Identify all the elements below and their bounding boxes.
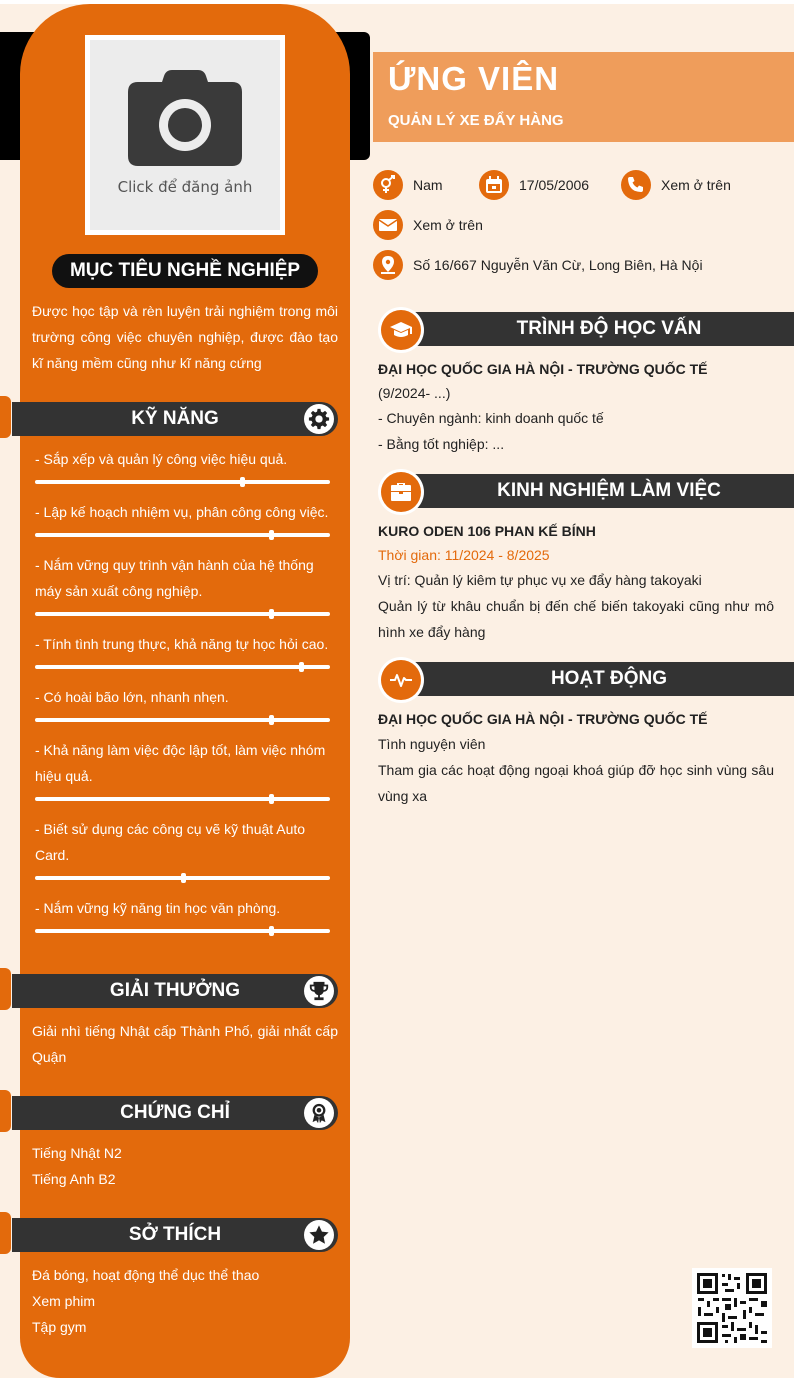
graduation-cap-badge xyxy=(381,310,421,350)
objective-title: MỤC TIÊU NGHỀ NGHIỆP xyxy=(52,254,318,288)
certificate-item: Tiếng Anh B2 xyxy=(32,1171,116,1187)
hobby-item: Tập gym xyxy=(32,1319,87,1335)
gender-value: Nam xyxy=(413,177,443,193)
name-banner xyxy=(373,52,794,142)
awards-header xyxy=(12,974,338,1008)
education-degree: - Bằng tốt nghiệp: ... xyxy=(378,436,505,452)
skill-level-knob xyxy=(269,926,274,936)
education-title: TRÌNH ĐỘ HỌC VẤN xyxy=(516,318,702,339)
qr-code-icon xyxy=(692,1268,772,1348)
skill-level-knob xyxy=(269,794,274,804)
skill-label: - Tính tình trung thực, khả năng tự học hỏi cao. xyxy=(35,636,329,652)
header-tab xyxy=(0,1090,11,1132)
header-tab xyxy=(0,1212,11,1254)
camera-icon xyxy=(128,68,242,168)
pulse-icon xyxy=(378,657,424,703)
activities-title: HOẠT ĐỘNG xyxy=(550,668,668,689)
education-header xyxy=(378,310,794,348)
skill-label: - Khả năng làm việc độc lập tốt, làm việc nhóm hiệu quả. xyxy=(35,742,326,784)
job-title: QUẢN LÝ XE ĐẨY HÀNG xyxy=(388,112,564,129)
skill-level-knob xyxy=(299,662,304,672)
experience-description: Quản lý từ khâu chuẩn bị đến chế biến takoyaki cũng như mô hình xe đẩy hàng xyxy=(378,598,774,640)
briefcase-icon xyxy=(378,469,424,515)
photo-caption: Click để đăng ảnh xyxy=(117,178,253,196)
experience-header xyxy=(378,472,794,510)
header-tab xyxy=(0,968,11,1010)
skill-bar xyxy=(35,480,330,484)
email-value: Xem ở trên xyxy=(413,217,483,233)
gender-icon xyxy=(373,170,403,200)
skill-label: - Biết sử dụng các công cụ vẽ kỹ thuật Auto Card. xyxy=(35,821,306,863)
experience-position: Vị trí: Quản lý kiêm tự phục vụ xe đẩy hàng takoyaki xyxy=(378,572,702,588)
birthday-value: 17/05/2006 xyxy=(519,177,590,193)
location-icon xyxy=(373,250,403,280)
education-major: - Chuyên ngành: kinh doanh quốc tế xyxy=(378,410,604,426)
skills-header xyxy=(12,402,338,436)
candidate-name: ỨNG VIÊN xyxy=(388,60,560,97)
graduation-cap-icon xyxy=(378,307,424,353)
skill-bar xyxy=(35,929,330,933)
mail-icon xyxy=(373,210,403,240)
skill-level-knob xyxy=(269,609,274,619)
activities-organization: ĐẠI HỌC QUỐC GIA HÀ NỘI - TRƯỜNG QUỐC TẾ xyxy=(378,711,708,727)
briefcase-badge xyxy=(381,472,421,512)
awards-text: Giải nhì tiếng Nhật cấp Thành Phố, giải nhất cấp Quận xyxy=(32,1023,338,1065)
skill-bar xyxy=(35,876,330,880)
skill-bar xyxy=(35,612,330,616)
phone-icon xyxy=(621,170,651,200)
hobbies-header xyxy=(12,1218,338,1252)
awards-title: GIẢI THƯỞNG xyxy=(109,980,241,1001)
skill-bar xyxy=(35,718,330,722)
avatar-upload[interactable] xyxy=(85,35,285,235)
skill-level-knob xyxy=(269,530,274,540)
skill-bar xyxy=(35,533,330,537)
experience-title: KINH NGHIỆM LÀM VIỆC xyxy=(497,480,721,501)
skills-title: KỸ NĂNG xyxy=(131,408,219,429)
gear-icon xyxy=(304,404,334,434)
education-period: (9/2024- ...) xyxy=(378,385,451,401)
skill-label: - Có hoài bão lớn, nhanh nhẹn. xyxy=(35,689,229,705)
skill-label: - Nắm vững kỹ năng tin học văn phòng. xyxy=(35,900,281,916)
badge-icon xyxy=(304,1098,334,1128)
skill-level-knob xyxy=(181,873,186,883)
skill-label: - Lập kế hoạch nhiệm vụ, phân công công việc. xyxy=(35,504,329,520)
pulse-badge xyxy=(381,660,421,700)
experience-period: Thời gian: 11/2024 - 8/2025 xyxy=(378,547,550,563)
hobby-item: Đá bóng, hoạt động thể dục thể thao xyxy=(32,1267,260,1283)
cv-page xyxy=(0,4,794,1378)
experience-company: KURO ODEN 106 PHAN KẾ BÍNH xyxy=(378,523,596,539)
certificates-header xyxy=(12,1096,338,1130)
address-value: Số 16/667 Nguyễn Văn Cừ, Long Biên, Hà Nội xyxy=(413,257,703,273)
star-icon xyxy=(304,1220,334,1250)
skill-label: - Sắp xếp và quản lý công việc hiệu quả. xyxy=(35,451,288,467)
certificates-title: CHỨNG CHỈ xyxy=(120,1102,230,1123)
activities-description: Tham gia các hoạt động ngoại khoá giúp đỡ học sinh vùng sâu vùng xa xyxy=(378,762,774,804)
activities-role: Tình nguyện viên xyxy=(378,736,486,752)
education-school: ĐẠI HỌC QUỐC GIA HÀ NỘI - TRƯỜNG QUỐC TẾ xyxy=(378,361,708,377)
avatar-placeholder xyxy=(90,40,280,230)
objective-text: Được học tập và rèn luyện trải nghiệm trong môi trường công việc chuyên nghiệp, được đào tạo kĩ năng mềm cũng như kĩ năng cứng xyxy=(32,303,338,371)
skill-level-knob xyxy=(240,477,245,487)
skill-level-knob xyxy=(269,715,274,725)
skill-label: - Nắm vững quy trình vận hành của hệ thống máy sản xuất công nghiệp. xyxy=(35,557,314,599)
hobby-item: Xem phim xyxy=(32,1293,96,1309)
header-tab xyxy=(0,396,11,438)
calendar-icon xyxy=(479,170,509,200)
trophy-icon xyxy=(304,976,334,1006)
activities-header xyxy=(378,660,794,698)
skill-bar xyxy=(35,665,330,669)
phone-value: Xem ở trên xyxy=(661,177,731,193)
sidebar xyxy=(20,4,350,1378)
certificate-item: Tiếng Nhật N2 xyxy=(32,1145,122,1161)
hobbies-title: SỞ THÍCH xyxy=(128,1224,222,1245)
skill-bar xyxy=(35,797,330,801)
